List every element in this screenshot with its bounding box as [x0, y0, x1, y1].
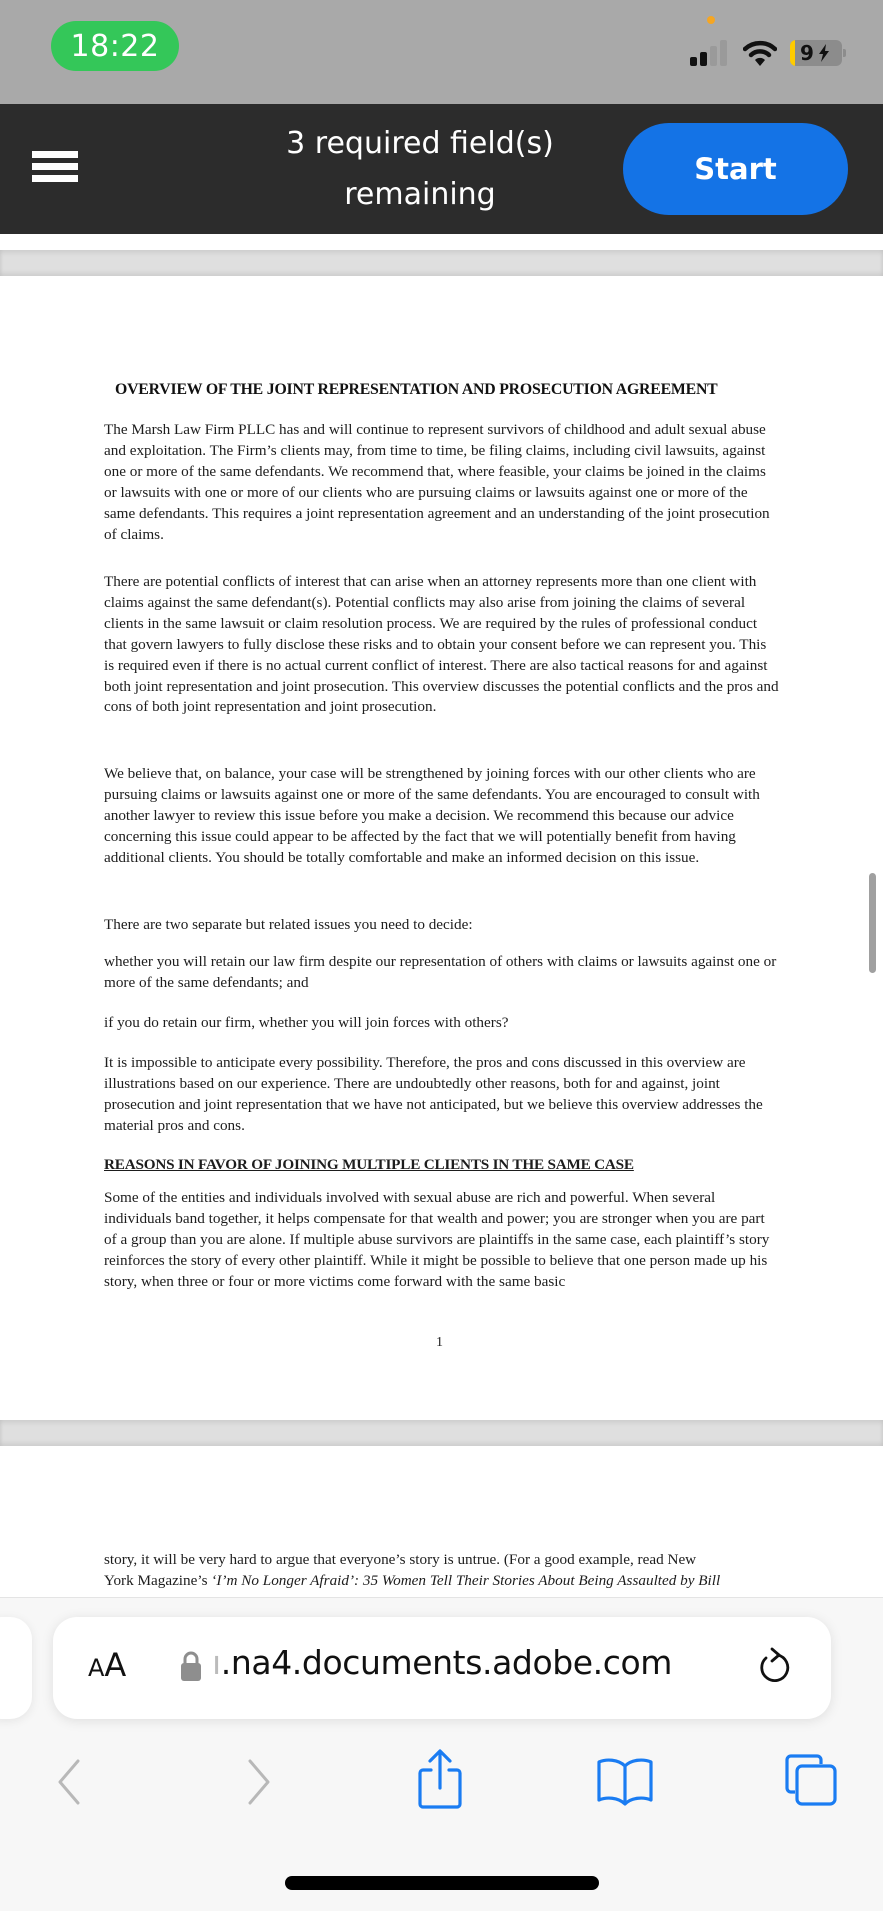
paragraph-1: The Marsh Law Firm PLLC has and will continue to represent survivors of childhood and adult sexual abuse and exploitation. The Firm’s clients may, from time to time, be filing claims, including civil lawsuits, against one or more of the same defendants. We recommend that, where feasible, your claims be joined in the claims or lawsuits with one or more of our clients who are pursuing claims or lawsuits against one or more of the same defendants. This requires a joint representation agreement and an understanding of the joint prosecution of claims.: [104, 421, 770, 543]
hamburger-menu-icon[interactable]: [32, 151, 78, 191]
url-text[interactable]: [212, 1643, 672, 1682]
start-button[interactable]: Start: [623, 123, 848, 215]
url-domain: .na4.documents.adobe.com: [220, 1643, 673, 1682]
page-separator: [0, 250, 883, 276]
list-item-2: if you do retain our firm, whether you will join forces with others?: [104, 1014, 509, 1031]
paragraph-2: There are potential conflicts of interest that can arise when an attorney represents more than one client with claims against the same defendant(s). Potential conflicts may also arise from joining the claims of several clients in the same lawsuit or claim resolution process. We are required by the rules of professional conduct that govern lawyers to fully disclose these risks and to obtain your consent before we can represent you. This is required even if there is no actual current conflict of interest. There are also tactical reasons for and against both joint representation and joint prosecution. This overview discusses the potential conflicts and the pros and cons of both joint representation and joint prosecution.: [104, 573, 779, 716]
scrollbar[interactable]: [869, 873, 876, 973]
url-truncated-prefix: ı: [212, 1643, 221, 1682]
paragraph-5: It is impossible to anticipate every possibility. Therefore, the pros and cons discussed in this overview are illustrations based on our experience. There are undoubtedly other reasons, both for and against, joint prosecution and joint representation that we have not anticipated, but we believe this overview addresses the material pros and cons.: [104, 1054, 763, 1134]
required-fields-line1: 3 required field(s): [286, 126, 554, 161]
back-icon[interactable]: [54, 1757, 84, 1807]
share-icon[interactable]: [415, 1748, 465, 1810]
wifi-icon: [743, 38, 777, 68]
charging-bolt-icon: [818, 44, 830, 62]
document-title: OVERVIEW OF THE JOINT REPRESENTATION AND PROSECUTION AGREEMENT: [115, 381, 718, 398]
required-fields-line2: remaining: [344, 177, 496, 212]
battery-icon: [790, 40, 846, 66]
lock-icon: [180, 1650, 202, 1682]
status-time: 18:22: [51, 21, 179, 71]
cellular-signal-icon: [690, 40, 734, 66]
section-heading: REASONS IN FAVOR OF JOINING MULTIPLE CLIENTS IN THE SAME CASE: [104, 1156, 634, 1173]
page2-line-2-text: York Magazine’s: [104, 1572, 212, 1589]
home-indicator[interactable]: [285, 1876, 599, 1890]
bookmarks-icon[interactable]: [596, 1756, 654, 1806]
paragraph-4: There are two separate but related issues you need to decide:: [104, 916, 473, 933]
tabs-icon[interactable]: [783, 1752, 839, 1808]
required-fields-status: [250, 118, 590, 220]
text-size-small-a: A: [88, 1654, 105, 1682]
text-size-button[interactable]: [88, 1646, 126, 1684]
previous-tab-preview[interactable]: [0, 1617, 32, 1719]
page2-line-2: [104, 1571, 779, 1592]
privacy-indicator-dot: [707, 16, 715, 24]
page-number: 1: [436, 1335, 443, 1350]
page2-line-1: story, it will be very hard to argue that everyone’s story is untrue. (For a good example, read New: [104, 1551, 697, 1568]
article-title: ‘I’m No Longer Afraid’: 35 Women Tell Their Stories About Being Assaulted by Bill: [211, 1572, 721, 1589]
list-item-1: whether you will retain our law firm despite our representation of others with claims or lawsuits against one or more of the same defendants; and: [104, 953, 777, 991]
section-paragraph: Some of the entities and individuals involved with sexual abuse are rich and powerful. When several individuals band together, it helps compensate for that wealth and power; you are stronger when you are part of a group than you are alone. If multiple abuse survivors are plaintiffs in the same case, each plaintiff’s story reinforces the story of every other plaintiff. While it might be possible to believe that one person made up his story, when three or four or more victims come forward with the same basic: [104, 1189, 770, 1290]
forward-icon[interactable]: [244, 1757, 274, 1807]
reload-icon[interactable]: [756, 1647, 792, 1687]
text-size-big-a: A: [104, 1646, 127, 1684]
page-separator: [0, 1420, 883, 1446]
paragraph-3: We believe that, on balance, your case will be strengthened by joining forces with our other clients who are pursuing claims or lawsuits against one or more of the same defendants. You are encouraged to consult with another lawyer to review this issue before you make a decision. We recommend this because our advice concerning this issue could appear to be affected by the fact that we will potentially benefit from having additional clients. You should be totally comfortable and make an informed decision on this issue.: [104, 765, 760, 866]
battery-level: 9: [800, 41, 814, 65]
